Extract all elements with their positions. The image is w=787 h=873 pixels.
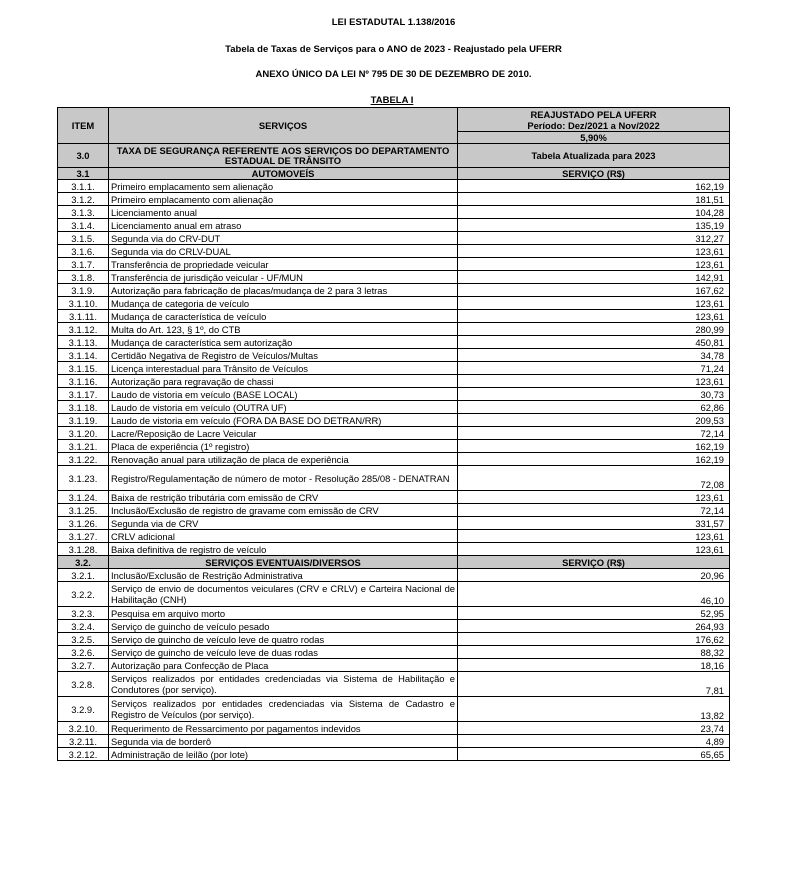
table-row bbox=[58, 284, 730, 297]
col-item-header: ITEM bbox=[58, 108, 109, 144]
row-service-description: Mudança de característica sem autorização bbox=[109, 336, 458, 349]
table-row bbox=[58, 206, 730, 219]
table-row bbox=[58, 530, 730, 543]
row-item-number: 3.1.9. bbox=[58, 284, 109, 297]
row-service-value: 4,89 bbox=[458, 735, 730, 748]
section-30-value: Tabela Atualizada para 2023 bbox=[458, 144, 730, 168]
row-service-value: 62,86 bbox=[458, 401, 730, 414]
row-item-number: 3.1.7. bbox=[58, 258, 109, 271]
row-service-description: Laudo de vistoria em veículo (FORA DA BASE DO DETRAN/RR) bbox=[109, 414, 458, 427]
row-service-description: Pesquisa em arquivo morto bbox=[109, 607, 458, 620]
row-service-description: Lacre/Reposição de Lacre Veicular bbox=[109, 427, 458, 440]
row-service-value: 72,14 bbox=[458, 427, 730, 440]
table-row bbox=[58, 659, 730, 672]
table-row bbox=[58, 440, 730, 453]
row-service-description: Inclusão/Exclusão de Restrição Administrativa bbox=[109, 569, 458, 582]
table-row bbox=[58, 748, 730, 761]
row-service-description: Licença interestadual para Trânsito de Veículos bbox=[109, 362, 458, 375]
table-row bbox=[58, 362, 730, 375]
table-row bbox=[58, 466, 730, 491]
row-item-number: 3.1.16. bbox=[58, 375, 109, 388]
row-service-value: 209,53 bbox=[458, 414, 730, 427]
row-service-value: 13,82 bbox=[458, 697, 730, 722]
row-service-value: 72,14 bbox=[458, 504, 730, 517]
table-row bbox=[58, 697, 730, 722]
row-service-value: 162,19 bbox=[458, 180, 730, 193]
row-service-description: Licenciamento anual bbox=[109, 206, 458, 219]
row-service-description: Autorização para fabricação de placas/mudança de 2 para 3 letras bbox=[109, 284, 458, 297]
row-item-number: 3.1.2. bbox=[58, 193, 109, 206]
table-row bbox=[58, 607, 730, 620]
percent-label: 5,90% bbox=[458, 131, 729, 143]
row-service-description: Certidão Negativa de Registro de Veículos/Multas bbox=[109, 349, 458, 362]
row-service-description: Primeiro emplacamento com alienação bbox=[109, 193, 458, 206]
fees-table bbox=[57, 107, 730, 761]
row-service-value: 72,08 bbox=[458, 466, 730, 491]
row-service-value: 123,61 bbox=[458, 258, 730, 271]
table-row bbox=[58, 517, 730, 530]
row-service-description: Laudo de vistoria em veículo (OUTRA UF) bbox=[109, 401, 458, 414]
row-service-value: 46,10 bbox=[458, 582, 730, 607]
row-service-value: 104,28 bbox=[458, 206, 730, 219]
row-service-value: 312,27 bbox=[458, 232, 730, 245]
row-item-number: 3.2.7. bbox=[58, 659, 109, 672]
row-service-description: Requerimento de Ressarcimento por pagamentos indevidos bbox=[109, 722, 458, 735]
table-row bbox=[58, 401, 730, 414]
table-row bbox=[58, 414, 730, 427]
table-row bbox=[58, 453, 730, 466]
row-item-number: 3.2.9. bbox=[58, 697, 109, 722]
row-item-number: 3.2.10. bbox=[58, 722, 109, 735]
row-service-value: 162,19 bbox=[458, 440, 730, 453]
row-service-description: Baixa de restrição tributária com emissão de CRV bbox=[109, 491, 458, 504]
table-row bbox=[58, 258, 730, 271]
section-30-item: 3.0 bbox=[58, 144, 109, 168]
row-item-number: 3.1.22. bbox=[58, 453, 109, 466]
row-service-value: 331,57 bbox=[458, 517, 730, 530]
row-item-number: 3.1.20. bbox=[58, 427, 109, 440]
row-service-description: Autorização para regravação de chassi bbox=[109, 375, 458, 388]
row-item-number: 3.1.19. bbox=[58, 414, 109, 427]
row-service-description: Serviços realizados por entidades credenciadas via Sistema de Cadastro e Registro de Veículos (por serviço). bbox=[109, 697, 458, 722]
row-item-number: 3.2.2. bbox=[58, 582, 109, 607]
row-item-number: 3.1.23. bbox=[58, 466, 109, 491]
table-row bbox=[58, 232, 730, 245]
row-service-description: Placa de experiência (1º registro) bbox=[109, 440, 458, 453]
row-service-value: 176,62 bbox=[458, 633, 730, 646]
row-service-value: 65,65 bbox=[458, 748, 730, 761]
row-item-number: 3.1.3. bbox=[58, 206, 109, 219]
row-item-number: 3.2.6. bbox=[58, 646, 109, 659]
row-service-description: Baixa definitiva de registro de veículo bbox=[109, 543, 458, 556]
row-item-number: 3.1.21. bbox=[58, 440, 109, 453]
law-title: LEI ESTADUTAL 1.138/2016 bbox=[331, 17, 456, 28]
row-service-value: 7,81 bbox=[458, 672, 730, 697]
section-30-title: TAXA DE SEGURANÇA REFERENTE AOS SERVIÇOS DO DEPARTAMENTO ESTADUAL DE TRÂNSITO bbox=[109, 144, 458, 168]
row-item-number: 3.1.13. bbox=[58, 336, 109, 349]
table-row bbox=[58, 349, 730, 362]
row-service-description: Serviço de envio de documentos veiculares (CRV e CRLV) e Carteira Nacional de Habilitação (CNH) bbox=[109, 582, 458, 607]
row-item-number: 3.2.5. bbox=[58, 633, 109, 646]
row-service-description: Mudança de categoria de veículo bbox=[109, 297, 458, 310]
row-service-description: Serviços realizados por entidades credenciadas via Sistema de Habilitação e Condutores (por serviço). bbox=[109, 672, 458, 697]
table-row bbox=[58, 582, 730, 607]
reajustado-label: REAJUSTADO PELA UFERR bbox=[530, 108, 657, 120]
table-subtitle: Tabela de Taxas de Serviços para o ANO de 2023 - Reajustado pela UFERR bbox=[225, 44, 562, 55]
section-31-value: SERVIÇO (R$) bbox=[458, 168, 730, 180]
table-row bbox=[58, 193, 730, 206]
row-service-description: Inclusão/Exclusão de registro de gravame com emissão de CRV bbox=[109, 504, 458, 517]
table-row bbox=[58, 375, 730, 388]
row-service-description: Primeiro emplacamento sem alienação bbox=[109, 180, 458, 193]
table-row bbox=[58, 620, 730, 633]
table-row bbox=[58, 180, 730, 193]
row-service-value: 34,78 bbox=[458, 349, 730, 362]
row-item-number: 3.1.24. bbox=[58, 491, 109, 504]
table-row bbox=[58, 245, 730, 258]
row-service-description: CRLV adicional bbox=[109, 530, 458, 543]
row-service-value: 123,61 bbox=[458, 543, 730, 556]
row-service-description: Renovação anual para utilização de placa de experiência bbox=[109, 453, 458, 466]
row-item-number: 3.1.8. bbox=[58, 271, 109, 284]
row-service-value: 123,61 bbox=[458, 310, 730, 323]
row-service-value: 88,32 bbox=[458, 646, 730, 659]
row-service-description: Serviço de guincho de veículo pesado bbox=[109, 620, 458, 633]
row-item-number: 3.1.17. bbox=[58, 388, 109, 401]
row-service-value: 264,93 bbox=[458, 620, 730, 633]
row-service-description: Transferência de jurisdição veicular - UF/MUN bbox=[109, 271, 458, 284]
row-service-value: 280,99 bbox=[458, 323, 730, 336]
row-item-number: 3.1.28. bbox=[58, 543, 109, 556]
row-service-value: 23,74 bbox=[458, 722, 730, 735]
table-row bbox=[58, 504, 730, 517]
row-item-number: 3.2.3. bbox=[58, 607, 109, 620]
row-service-description: Segunda via de CRV bbox=[109, 517, 458, 530]
table-row bbox=[58, 722, 730, 735]
row-item-number: 3.1.25. bbox=[58, 504, 109, 517]
table-row bbox=[58, 427, 730, 440]
period-label: Período: Dez/2021 a Nov/2022 bbox=[527, 119, 660, 131]
table-row bbox=[58, 646, 730, 659]
row-item-number: 3.2.12. bbox=[58, 748, 109, 761]
row-item-number: 3.1.12. bbox=[58, 323, 109, 336]
section-32-item: 3.2. bbox=[58, 556, 109, 569]
row-service-description: Registro/Regulamentação de número de motor - Resolução 285/08 - DENATRAN bbox=[109, 466, 458, 491]
table-row bbox=[58, 569, 730, 582]
row-service-description: Serviço de guincho de veículo leve de duas rodas bbox=[109, 646, 458, 659]
row-service-description: Administração de leilão (por lote) bbox=[109, 748, 458, 761]
table-label: TABELA I bbox=[370, 95, 414, 106]
row-item-number: 3.1.5. bbox=[58, 232, 109, 245]
table-row bbox=[58, 297, 730, 310]
row-item-number: 3.2.1. bbox=[58, 569, 109, 582]
row-service-value: 123,61 bbox=[458, 491, 730, 504]
table-row bbox=[58, 633, 730, 646]
row-item-number: 3.2.11. bbox=[58, 735, 109, 748]
row-service-value: 162,19 bbox=[458, 453, 730, 466]
row-service-description: Multa do Art. 123, § 1º, do CTB bbox=[109, 323, 458, 336]
row-service-description: Autorização para Confecção de Placa bbox=[109, 659, 458, 672]
row-item-number: 3.1.1. bbox=[58, 180, 109, 193]
row-service-description: Laudo de vistoria em veículo (BASE LOCAL) bbox=[109, 388, 458, 401]
row-service-value: 450,81 bbox=[458, 336, 730, 349]
row-service-value: 181,51 bbox=[458, 193, 730, 206]
row-service-value: 18,16 bbox=[458, 659, 730, 672]
row-service-value: 135,19 bbox=[458, 219, 730, 232]
table-row bbox=[58, 543, 730, 556]
table-row bbox=[58, 310, 730, 323]
row-service-value: 142,91 bbox=[458, 271, 730, 284]
section-32-title: SERVIÇOS EVENTUAIS/DIVERSOS bbox=[109, 556, 458, 569]
row-item-number: 3.1.11. bbox=[58, 310, 109, 323]
table-row bbox=[58, 388, 730, 401]
table-row bbox=[58, 672, 730, 697]
row-service-value: 167,62 bbox=[458, 284, 730, 297]
row-item-number: 3.2.8. bbox=[58, 672, 109, 697]
row-item-number: 3.1.10. bbox=[58, 297, 109, 310]
table-row bbox=[58, 336, 730, 349]
section-31-item: 3.1 bbox=[58, 168, 109, 180]
row-service-value: 123,61 bbox=[458, 297, 730, 310]
row-service-description: Segunda via do CRLV-DUAL bbox=[109, 245, 458, 258]
row-item-number: 3.1.14. bbox=[58, 349, 109, 362]
row-service-description: Licenciamento anual em atraso bbox=[109, 219, 458, 232]
annex-title: ANEXO ÚNICO DA LEI Nº 795 DE 30 DE DEZEMBRO DE 2010. bbox=[255, 69, 532, 80]
row-service-value: 30,73 bbox=[458, 388, 730, 401]
table-row bbox=[58, 271, 730, 284]
row-item-number: 3.1.26. bbox=[58, 517, 109, 530]
row-item-number: 3.1.27. bbox=[58, 530, 109, 543]
row-service-description: Mudança de característica de veículo bbox=[109, 310, 458, 323]
row-item-number: 3.1.4. bbox=[58, 219, 109, 232]
row-service-description: Segunda via do CRV-DUT bbox=[109, 232, 458, 245]
row-service-value: 123,61 bbox=[458, 375, 730, 388]
row-service-value: 71,24 bbox=[458, 362, 730, 375]
row-service-value: 52,95 bbox=[458, 607, 730, 620]
row-service-value: 123,61 bbox=[458, 530, 730, 543]
row-service-value: 123,61 bbox=[458, 245, 730, 258]
row-service-description: Serviço de guincho de veículo leve de quatro rodas bbox=[109, 633, 458, 646]
table-row bbox=[58, 735, 730, 748]
row-service-description: Transferência de propriedade veicular bbox=[109, 258, 458, 271]
section-32-value: SERVIÇO (R$) bbox=[458, 556, 730, 569]
row-item-number: 3.1.6. bbox=[58, 245, 109, 258]
table-row bbox=[58, 219, 730, 232]
row-service-value: 20,96 bbox=[458, 569, 730, 582]
col-reajustado-header bbox=[458, 108, 730, 144]
row-service-description: Segunda via de borderô bbox=[109, 735, 458, 748]
table-row bbox=[58, 323, 730, 336]
row-item-number: 3.1.18. bbox=[58, 401, 109, 414]
section-31-title: AUTOMOVEÍS bbox=[109, 168, 458, 180]
row-item-number: 3.1.15. bbox=[58, 362, 109, 375]
table-row bbox=[58, 491, 730, 504]
row-item-number: 3.2.4. bbox=[58, 620, 109, 633]
col-services-header: SERVIÇOS bbox=[109, 108, 458, 144]
